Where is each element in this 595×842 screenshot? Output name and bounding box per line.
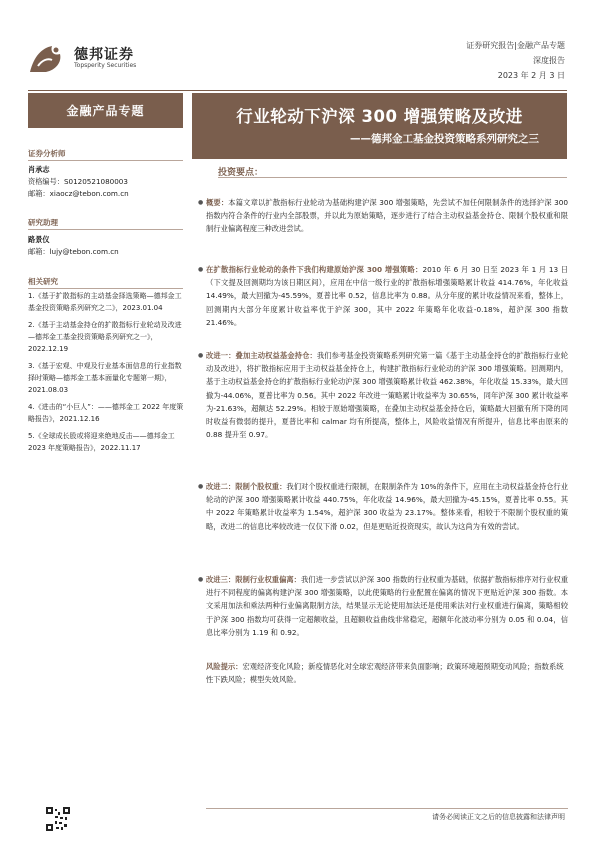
paragraph-lead: 改进一：叠加主动权益基金持仓：	[206, 351, 317, 360]
brand-name-en: Topsperity Securities	[74, 62, 137, 69]
qr-code-icon	[46, 807, 70, 831]
related-item[interactable]: 4.《进击的“小巨人”：——德邦金工 2022 年度策略报告》，2021.12.16	[28, 403, 184, 423]
paragraph-text: 本篇文章以扩散指标行业轮动为基础构建沪深 300 增强策略，先尝试不加任何限制条件的选择沪深 300 指数内符合条件的行业内全部股票，并以此为原始策略，逐步进行了结合主动权益基金持仓、限制个股权重和限制行业偏离程度三种改进尝试。	[206, 198, 569, 234]
brand-name: 德邦证券	[74, 47, 134, 63]
assistant-heading: 研究助理	[28, 217, 183, 230]
paragraph-lead: 概要：	[206, 198, 229, 207]
related-item[interactable]: 3.《基于宏观、中观及行业基本面信息的行业指数择时策略—德邦金工基本面量化专题第一期》，2021.08.03	[28, 362, 182, 394]
risk-lead: 风险提示：	[206, 662, 243, 671]
assistant-info	[28, 234, 188, 258]
bullet-icon: ●	[198, 352, 204, 359]
bullet-icon: ●	[198, 576, 204, 583]
paragraph-text: 我们进一步尝试以沪深 300 指数的行业权重为基础，依据扩散指标排序对行业权重进行不同程度的偏离构建沪深 300 增强策略，以此使策略的行业配置在偏离的情况下更贴近沪深 300 指数。本文采用加法和乘法两种行业偏离限制方法，结果显示无论使用加法还是使用乘法对行业权重进行偏离，策略相较于沪深 300 指数均可获得一定超额收益，且超额收益曲线非常稳定，超额年化波动率分别为 0.05 和 0.04，信息比率分别为 1.19 和 0.92。	[206, 575, 568, 637]
analyst-name: 肖承志	[28, 165, 50, 174]
investment-divider	[218, 177, 567, 178]
analyst-info	[28, 164, 188, 200]
risk-text: 宏观经济变化风险；新疫情恶化对全球宏观经济带来负面影响；政策环境超预期变动风险；指数系统性下跌风险；模型失效风险。	[206, 662, 564, 685]
related-heading: 相关研究	[28, 276, 183, 289]
sidebar-banner: 金融产品专题	[28, 93, 183, 128]
report-subtitle: ——德邦金工基金投资策略系列研究之三	[350, 133, 539, 145]
related-list	[28, 290, 188, 459]
bullet-icon: ●	[198, 266, 204, 273]
report-depth: 深度报告	[533, 56, 565, 65]
header-divider	[28, 90, 567, 91]
report-title: 行业轮动下沪深 300 增强策略及改进	[236, 107, 523, 126]
bullet-icon: ●	[198, 483, 204, 490]
paragraph-lead: 改进三：限制行业权重偏离：	[206, 575, 301, 584]
bullet-icon: ●	[198, 199, 204, 206]
related-item[interactable]: 1.《基于扩散指标的主动基金择选策略—德邦金工基金投资策略系列研究之二》，2023.01.04	[28, 292, 182, 312]
analyst-heading: 证券分析师	[28, 148, 183, 161]
footer-divider	[206, 808, 568, 809]
analyst-cert: 资格编号：S0120521080003	[28, 177, 128, 186]
related-item[interactable]: 5.《全球成长股或将迎来绝地反击——德邦金工 2023 年度策略报告》，2022.11.17	[28, 432, 175, 452]
risk-paragraph	[206, 660, 568, 686]
related-item[interactable]: 2.《基于主动基金持仓的扩散指标行业轮动及改进—德邦金工基金投资策略系列研究之一》，2022.12.19	[28, 321, 182, 353]
brand-logo-icon	[28, 42, 68, 76]
assistant-email: 邮箱：lujy@tebon.com.cn	[28, 247, 119, 256]
assistant-name: 路景仪	[28, 235, 50, 244]
paragraph-lead: 在扩散指标行业轮动的条件下我们构建原始沪深 300 增强策略：	[206, 265, 423, 274]
report-date: 2023 年 2 月 3 日	[497, 71, 565, 80]
summary-paragraph	[198, 196, 569, 236]
improvement-1-paragraph	[198, 349, 568, 441]
paragraph-text: 我们参考基金投资策略系列研究第一篇《基于主动基金持仓的扩散指标行业轮动及改进》，将扩散指标应用于主动权益基金持仓上，构建扩散指标行业轮动的沪深 300 增强策略。回测期内，基于主动权益基金持仓的扩散指标行业轮动沪深 300 增强策略累计收益 462.38%，年化收益 15.33%，最大回撤为-44.06%，夏普比率为 0.56。其中 2022 年改进一策略累计收益率为 30.65%，同年沪深 300 累计收益率为-21.63%，超额达 52.29%。相较于原始增强策略，在叠加主动权益基金持仓后，策略最大回撤有所下降的同时收益有微弱的提升，夏普比率和 calmar 均有所提高，整体上，风险收益情况有所提升，信息比率由原来的 0.88 提升至 0.97。	[206, 351, 568, 440]
investment-heading: 投资要点：	[218, 168, 264, 178]
improvement-2-paragraph	[198, 480, 568, 533]
paragraph-lead: 改进二：限制个股权重：	[206, 482, 287, 491]
paragraph-text: 2010 年 6 月 30 日至 2023 年 1 月 13 日（下文提及回测期均为该日期区间），应用在中信一级行业的扩散指标增强策略累计收益 414.76%，年化收益 14.49%，最大回撤为-45.59%，夏普比率 0.52，信息比率为 0.88。从分年度的累计收益情况来看，整体上，回测期内大部分年度累计收益率优于沪深 300，其中 2022 年策略年化收益-0.18%，超沪深 300 指数 21.46%。	[206, 265, 568, 327]
report-type: 证券研究报告|金融产品专题	[466, 41, 565, 50]
title-banner	[192, 93, 567, 159]
paragraph-text: 我们对个股权重进行限制，在限制条件为 10%的条件下，应用在主动权益基金持仓行业轮动的沪深 300 增强策略累计收益 440.75%，年化收益 14.96%，最大回撤为-45.15%，夏普比率 0.55。其中 2022 年策略累计收益率为 1.54%，超沪深 300 收益为 23.17%。整体来看，相较于不限制个股权重的策略，改进二的信息比率较改进一仅仅下滑 0.02，但是更贴近投资现实，故认为这尚为有效的尝试。	[206, 482, 568, 531]
analyst-email: 邮箱：xiaocz@tebon.com.cn	[28, 189, 129, 198]
baseline-paragraph	[198, 263, 568, 329]
footer-disclaimer: 请务必阅读正文之后的信息披露和法律声明	[432, 813, 565, 821]
improvement-3-paragraph	[198, 573, 568, 639]
report-meta	[466, 38, 565, 83]
